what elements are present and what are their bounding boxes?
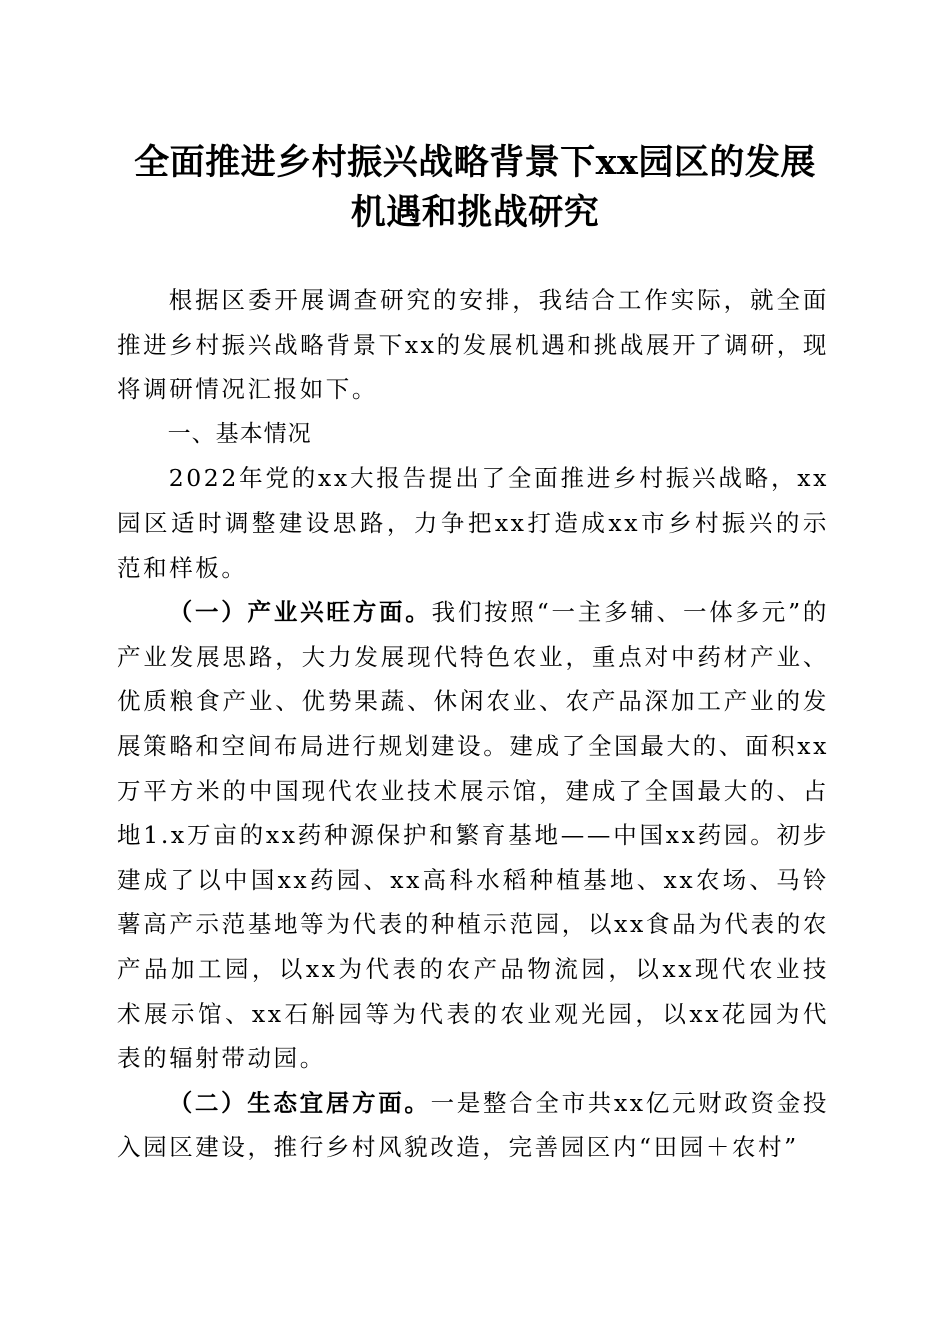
- subsection-ecology-paragraph: [117, 1081, 829, 1170]
- subsection-ecology-lead: （二）生态宜居方面。: [168, 1088, 431, 1117]
- subsection-industry-body: 我们按照“一主多辅、一体多元”的产业发展思路，大力发展现代特色农业，重点对中药材产业、优质粮食产业、优势果蔬、休闲农业、农产品深加工产业的发展策略和空间布局进行规划建设。建成了全国最大的、面积xx万平方米的中国现代农业技术展示馆，建成了全国最大的、占地1.x万亩的xx药种源保护和繁育基地——中国xx药园。初步建成了以中国xx药园、xx高科水稻种植基地、xx农场、马铃薯高产示范基地等为代表的种植示范园，以xx食品为代表的农产品加工园，以xx为代表的农产品物流园，以xx现代农业技术展示馆、xx石斛园等为代表的农业观光园，以xx花园为代表的辐射带动园。: [117, 598, 829, 1073]
- title-line-1: 全面推进乡村振兴战略背景下xx园区的发展: [134, 142, 816, 183]
- intro-paragraph: 根据区委开展调查研究的安排，我结合工作实际，就全面推进乡村振兴战略背景下xx的发展机遇和挑战展开了调研，现将调研情况汇报如下。: [117, 286, 829, 404]
- subsection-industry-lead: （一）产业兴旺方面。: [168, 598, 432, 627]
- section-heading-basic-situation: 一、基本情况: [167, 420, 312, 447]
- subsection-ecology-body: 一是整合全市共xx亿元财政资金投入园区建设，推行乡村风貌改造，完善园区内“田园＋农村”: [117, 1088, 830, 1162]
- section1-paragraph: 2022年党的xx大报告提出了全面推进乡村振兴战略，xx园区适时调整建设思路，力争把xx打造成xx市乡村振兴的示范和样板。: [117, 464, 829, 582]
- document-body: [117, 278, 829, 1170]
- title-line-2: 机遇和挑战研究: [350, 192, 600, 233]
- subsection-industry-paragraph: [117, 590, 829, 1081]
- document-title: [110, 138, 840, 238]
